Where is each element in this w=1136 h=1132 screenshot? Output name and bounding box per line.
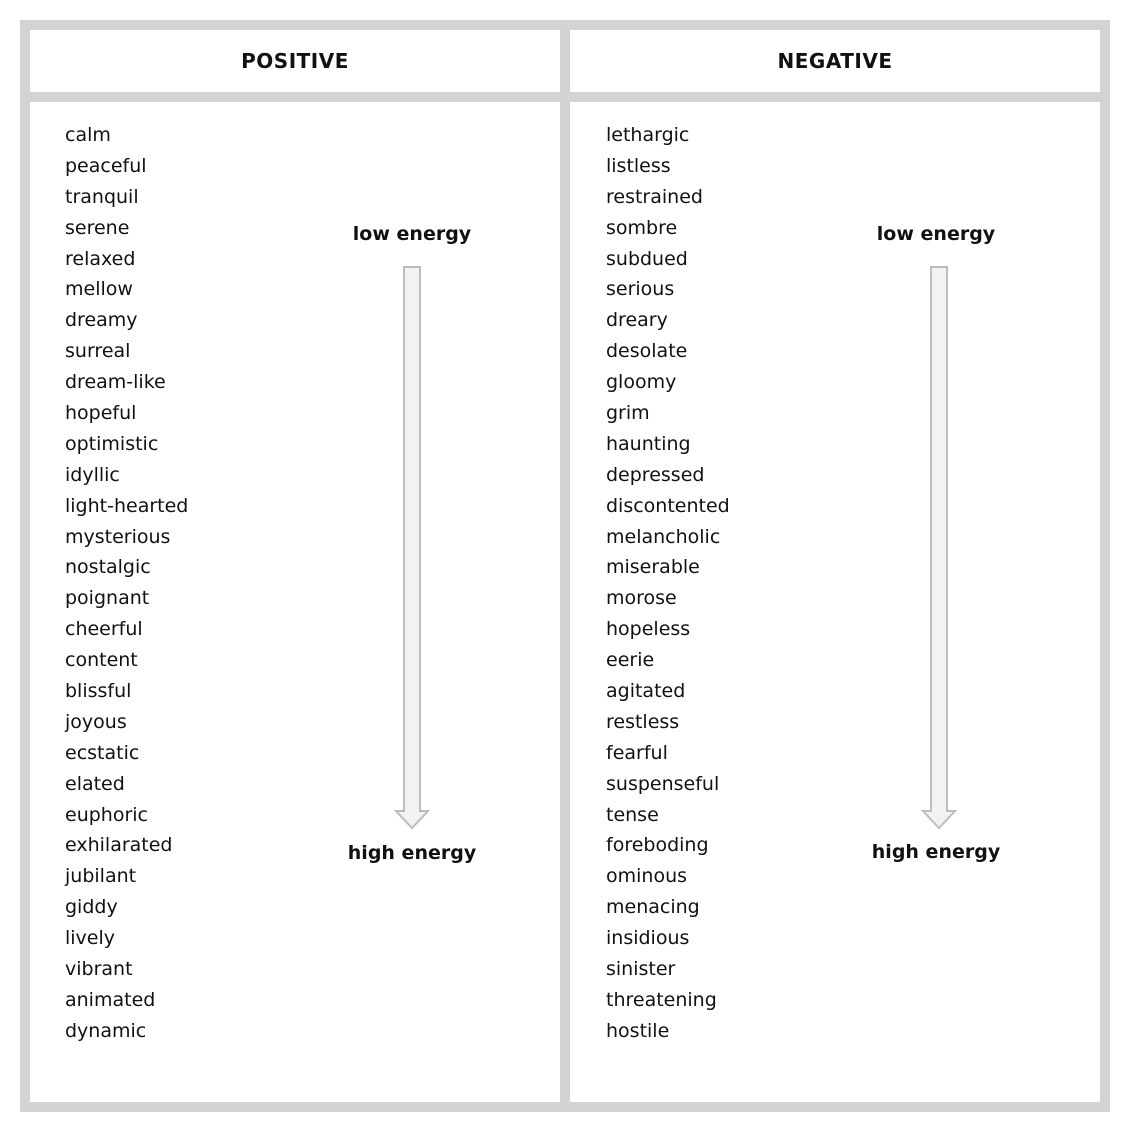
- mood-word: fearful: [606, 741, 668, 764]
- mood-word: threatening: [606, 988, 717, 1011]
- mood-word: idyllic: [65, 463, 120, 486]
- mood-word: joyous: [65, 710, 127, 733]
- mood-word: subdued: [606, 247, 688, 270]
- mood-word: eerie: [606, 649, 655, 672]
- mood-word: sinister: [606, 958, 676, 981]
- mood-word: lively: [65, 927, 116, 950]
- mood-word: ecstatic: [65, 741, 140, 764]
- mood-word: mysterious: [65, 525, 171, 548]
- mood-word: serene: [65, 216, 130, 239]
- mood-word: dynamic: [65, 1019, 147, 1042]
- mood-word: relaxed: [65, 247, 136, 270]
- mood-word: animated: [65, 988, 156, 1011]
- negative-word-list: [606, 124, 730, 1051]
- mood-word: calm: [65, 124, 111, 146]
- header-positive-label: POSITIVE: [241, 49, 349, 73]
- mood-word: optimistic: [65, 432, 159, 455]
- mood-word: haunting: [606, 432, 691, 455]
- mood-word: dreary: [606, 309, 668, 332]
- down-arrow-icon: [919, 265, 959, 831]
- header-negative: [570, 30, 1100, 92]
- mood-word: exhilarated: [65, 834, 173, 857]
- mood-word: surreal: [65, 340, 131, 363]
- header-positive: [30, 30, 560, 92]
- mood-word: content: [65, 649, 138, 672]
- mood-word: tense: [606, 803, 659, 826]
- mood-word: restless: [606, 710, 680, 733]
- mood-word: euphoric: [65, 803, 148, 826]
- mood-word: hopeful: [65, 402, 137, 425]
- mood-word: suspenseful: [606, 772, 720, 795]
- mood-word: dream-like: [65, 371, 166, 394]
- mood-word: hopeless: [606, 618, 691, 641]
- mood-word: morose: [606, 587, 677, 610]
- mood-word: hostile: [606, 1019, 670, 1042]
- mood-word: sombre: [606, 216, 678, 239]
- positive-word-list: [65, 124, 188, 1051]
- mood-word: jubilant: [65, 865, 137, 888]
- mood-word: grim: [606, 402, 650, 425]
- mood-word: blissful: [65, 680, 132, 703]
- positive-high-energy-label: high energy: [347, 842, 477, 864]
- mood-word: giddy: [65, 896, 118, 919]
- mood-word: foreboding: [606, 834, 709, 857]
- mood-word: agitated: [606, 680, 686, 703]
- mood-word: gloomy: [606, 371, 677, 394]
- mood-word: melancholic: [606, 525, 721, 548]
- mood-word: listless: [606, 154, 671, 177]
- mood-word: lethargic: [606, 124, 690, 146]
- mood-word: elated: [65, 772, 125, 795]
- mood-word: insidious: [606, 927, 690, 950]
- mood-word: tranquil: [65, 185, 139, 208]
- mood-word: ominous: [606, 865, 688, 888]
- mood-word: cheerful: [65, 618, 143, 641]
- negative-high-energy-label: high energy: [871, 841, 1001, 863]
- mood-word: light-hearted: [65, 494, 189, 517]
- down-arrow-icon: [392, 265, 432, 831]
- mood-word: vibrant: [65, 958, 133, 981]
- mood-word: dreamy: [65, 309, 138, 332]
- mood-word: desolate: [606, 340, 688, 363]
- mood-word: discontented: [606, 494, 730, 517]
- mood-word: depressed: [606, 463, 705, 486]
- positive-low-energy-label: low energy: [352, 223, 472, 245]
- negative-low-energy-label: low energy: [876, 223, 996, 245]
- header-negative-label: NEGATIVE: [777, 49, 893, 73]
- mood-word: nostalgic: [65, 556, 151, 579]
- mood-word: mellow: [65, 278, 133, 301]
- mood-word: peaceful: [65, 154, 147, 177]
- mood-word: serious: [606, 278, 675, 301]
- mood-word: menacing: [606, 896, 700, 919]
- mood-word: restrained: [606, 185, 703, 208]
- mood-word: poignant: [65, 587, 150, 610]
- mood-word: miserable: [606, 556, 700, 579]
